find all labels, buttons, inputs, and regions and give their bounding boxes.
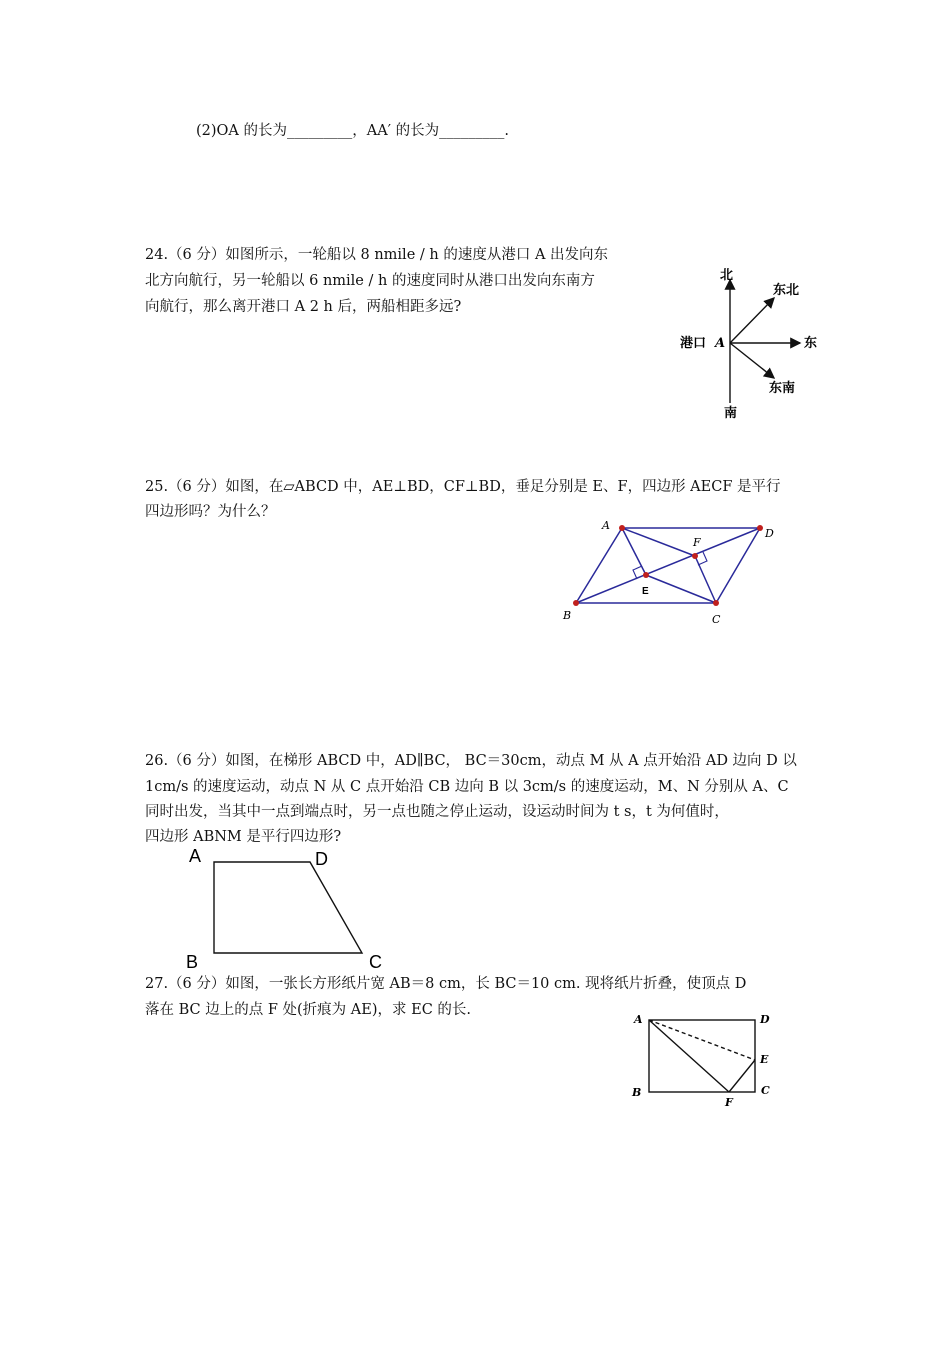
point-a bbox=[619, 525, 625, 531]
point-b bbox=[573, 600, 579, 606]
q23-part2-line: (2)OA 的长为_________，AA′ 的长为_________. bbox=[196, 123, 509, 139]
label-c: C bbox=[761, 1084, 770, 1097]
label-southeast: 东南 bbox=[769, 381, 796, 396]
label-f: F bbox=[693, 536, 701, 549]
point-f bbox=[692, 553, 698, 559]
point-c bbox=[713, 600, 719, 606]
q27-line-2: 落在 BC 边上的点 F 处(折痕为 AE)，求 EC 的长. bbox=[145, 1002, 472, 1018]
q27-line-1: 27.（6 分）如图，一张长方形纸片宽 AB＝8 cm，长 BC＝10 cm. 现将纸片折叠，使顶点 D bbox=[145, 976, 747, 992]
label-e: E bbox=[642, 586, 649, 597]
point-d bbox=[757, 525, 763, 531]
label-e: E bbox=[760, 1053, 769, 1066]
label-northeast: 东北 bbox=[773, 283, 800, 298]
segment-af bbox=[622, 528, 695, 556]
northeast-arrow bbox=[730, 298, 774, 343]
label-a: A bbox=[634, 1013, 643, 1026]
point-e bbox=[643, 572, 649, 578]
q26-trapezoid-figure bbox=[180, 842, 400, 972]
label-d: D bbox=[315, 849, 328, 869]
diagonal-bd bbox=[576, 528, 760, 603]
trapezoid-abcd bbox=[214, 862, 362, 953]
q27-fold-figure bbox=[628, 1008, 798, 1108]
label-d: D bbox=[760, 1013, 770, 1026]
label-a: A bbox=[602, 519, 610, 532]
label-port-point: A bbox=[715, 336, 726, 351]
q26-line-1: 26.（6 分）如图，在梯形 ABCD 中，AD∥BC， BC＝30cm，动点 M 从 A 点开始沿 AD 边向 D 以 bbox=[145, 753, 797, 769]
q26-line-3: 同时出发，当其中一点到端点时，另一点也随之停止运动，设运动时间为 t s，t 为何值时， bbox=[145, 804, 729, 820]
label-d: D bbox=[765, 527, 774, 540]
label-b: B bbox=[632, 1086, 642, 1099]
q25-parallelogram-figure bbox=[558, 515, 788, 630]
q24-line-2: 北方向航行，另一轮船以 6 nmile / h 的速度同时从港口出发向东南方 bbox=[145, 273, 595, 289]
label-a: A bbox=[189, 846, 202, 866]
southeast-arrow bbox=[730, 343, 774, 378]
fold-line-ae bbox=[649, 1020, 755, 1060]
label-north: 北 bbox=[720, 268, 734, 283]
rectangle-abcd bbox=[649, 1020, 755, 1092]
label-port: 港口 bbox=[680, 336, 707, 351]
q25-line-2: 四边形吗？为什么？ bbox=[145, 504, 276, 520]
label-south: 南 bbox=[724, 406, 738, 421]
label-f: F bbox=[725, 1096, 733, 1109]
label-b: B bbox=[186, 952, 199, 972]
q24-compass-figure bbox=[672, 265, 832, 425]
q25-line-1: 25.（6 分）如图，在▱ABCD 中，AE⊥BD，CF⊥BD，垂足分别是 E、F，四边形 AECF 是平行 bbox=[145, 479, 781, 495]
segment-fe bbox=[729, 1060, 755, 1092]
q26-line-4: 四边形 ABNM 是平行四边形? bbox=[145, 829, 342, 845]
label-b: B bbox=[563, 609, 572, 622]
q24-line-1: 24.（6 分）如图所示，一轮船以 8 nmile / h 的速度从港口 A 出发向东 bbox=[145, 247, 609, 263]
right-angle-f bbox=[698, 552, 707, 565]
q24-line-3: 向航行，那么离开港口 A 2 h 后，两船相距多远? bbox=[145, 299, 462, 315]
label-c: C bbox=[712, 613, 721, 626]
label-c: C bbox=[369, 952, 382, 972]
label-east: 东 bbox=[804, 336, 818, 351]
q26-line-2: 1cm/s 的速度运动，动点 N 从 C 点开始沿 CB 边向 B 以 3cm/s 的速度运动，M、N 分别从 A、C bbox=[145, 779, 789, 795]
segment-af bbox=[649, 1020, 729, 1092]
